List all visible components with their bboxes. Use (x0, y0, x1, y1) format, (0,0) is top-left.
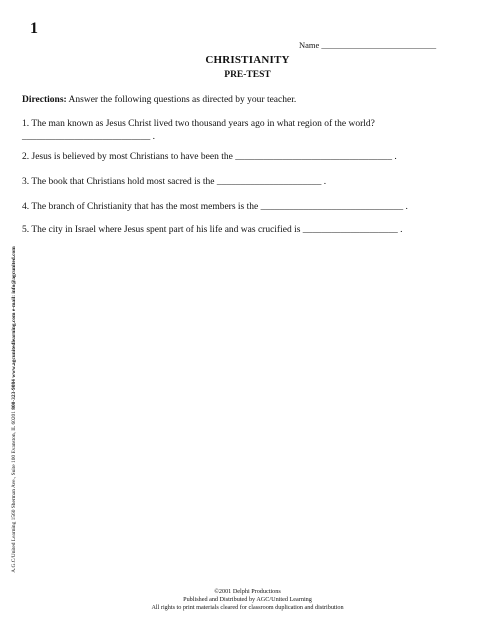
name-field-label: Name ___________________________ (299, 40, 437, 50)
publisher-phone: 800-323-9084 (11, 379, 17, 410)
footer-published: Published and Distributed by AGC/United Learning (183, 596, 312, 603)
question-2: 2. Jesus is believed by most Christians to have been the _________________________________ . (22, 152, 397, 162)
question-3: 3. The book that Christians hold most sacred is the ______________________ . (22, 177, 327, 187)
page-number: 1 (30, 20, 38, 37)
footer-copyright: ©2001 Delphi Productions (214, 588, 281, 595)
publisher-side-text (8, 217, 20, 602)
directions (22, 95, 296, 105)
footer-rights: All rights to print materials cleared for classroom duplication and distribution (151, 604, 344, 611)
question-4: 4. The branch of Christianity that has the most members is the ______________________________ . (22, 202, 408, 212)
question-1: 1. The man known as Jesus Christ lived two thousand years ago in what region of the world? ___________________________ . (22, 119, 375, 142)
directions-text: Answer the following questions as directed by your teacher. (66, 95, 297, 105)
publisher-address: A.G.C/United Learning 1560 Sherman Ave., Suite 100 Evanston, IL 60201 (11, 411, 17, 573)
directions-label: Directions: (22, 95, 67, 105)
page-subtitle: PRE-TEST (224, 70, 271, 80)
publisher-web: www.agcunitedlearning.com e-mail: info@agcunited.com (11, 246, 17, 378)
page-title: CHRISTIANITY (205, 54, 290, 66)
question-5: 5. The city in Israel where Jesus spent part of his life and was crucified is ____________________ . (22, 225, 403, 235)
